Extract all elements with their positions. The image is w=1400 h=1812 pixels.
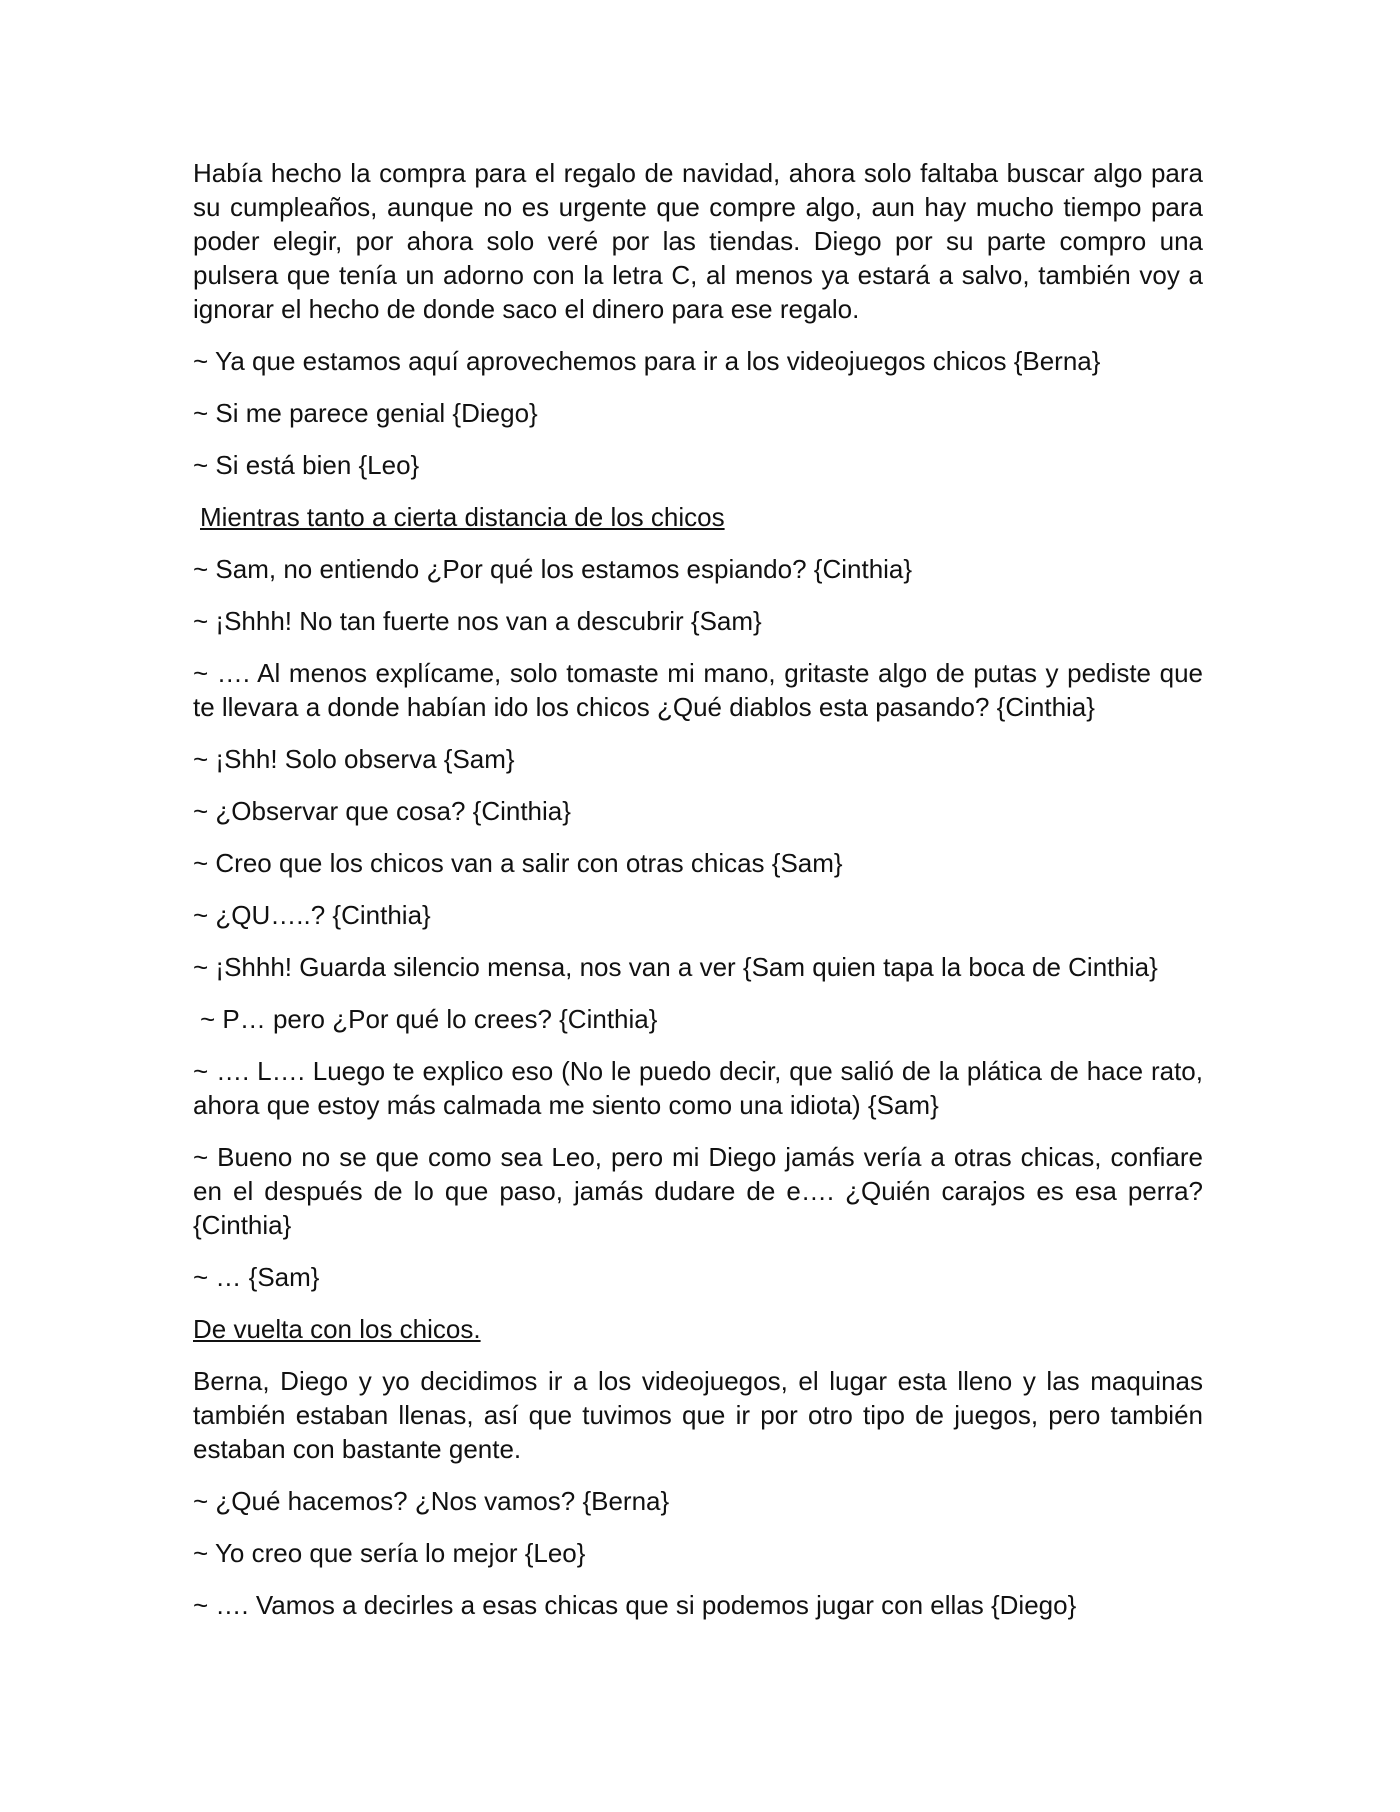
dialogue-line: ~ Si está bien {Leo} [193,450,420,480]
dialogue-line: ~ Yo creo que sería lo mejor {Leo} [193,1538,586,1568]
dialogue-line: ~ ¡Shhh! Guarda silencio mensa, nos van a ver {Sam quien tapa la boca de Cinthia} [193,952,1158,982]
dialogue-line: ~ Ya que estamos aquí aprovechemos para ir a los videojuegos chicos {Berna} [193,346,1101,376]
dialogue-line: ~ Si me parece genial {Diego} [193,398,538,428]
scene-heading: Mientras tanto a cierta distancia de los chicos [200,502,725,532]
scene-heading: De vuelta con los chicos. [193,1314,481,1344]
dialogue-line: ~ Bueno no se que como sea Leo, pero mi Diego jamás vería a otras chicas, confiare en el después de lo que paso, jamás dudare de e…. ¿Quién carajos es esa perra? {Cinthia} [193,1142,1203,1240]
narrative-paragraph: Había hecho la compra para el regalo de navidad, ahora solo faltaba buscar algo para su cumpleaños, aunque no es urgente que compre algo, aun hay mucho tiempo para poder elegir, por ahora solo veré por las tiendas. Diego por su parte compro una pulsera que tenía un adorno con la letra C, al menos ya estará a salvo, también voy a ignorar el hecho de donde saco el dinero para ese regalo. [193,158,1203,324]
dialogue-line: ~ ¿QU…..? {Cinthia} [193,900,431,930]
dialogue-line: ~ …. L…. Luego te explico eso (No le puedo decir, que salió de la plática de hace rato, ahora que estoy más calmada me siento como una idiota) {Sam} [193,1056,1203,1120]
narrative-paragraph: Berna, Diego y yo decidimos ir a los videojuegos, el lugar esta lleno y las maquinas también estaban llenas, así que tuvimos que ir por otro tipo de juegos, pero también estaban con bastante gente. [193,1366,1203,1464]
dialogue-line: ~ …. Vamos a decirles a esas chicas que si podemos jugar con ellas {Diego} [193,1590,1077,1620]
dialogue-line: ~ ¡Shhh! No tan fuerte nos van a descubrir {Sam} [193,606,762,636]
dialogue-line: ~ Sam, no entiendo ¿Por qué los estamos espiando? {Cinthia} [193,554,913,584]
dialogue-line: ~ … {Sam} [193,1262,320,1292]
dialogue-line: ~ P… pero ¿Por qué lo crees? {Cinthia} [200,1004,658,1034]
dialogue-line: ~ …. Al menos explícame, solo tomaste mi mano, gritaste algo de putas y pediste que te llevara a donde habían ido los chicos ¿Qué diablos esta pasando? {Cinthia} [193,658,1203,722]
dialogue-line: ~ ¿Qué hacemos? ¿Nos vamos? {Berna} [193,1486,670,1516]
dialogue-line: ~ ¿Observar que cosa? {Cinthia} [193,796,571,826]
dialogue-line: ~ ¡Shh! Solo observa {Sam} [193,744,515,774]
document-page [193,156,1203,1640]
dialogue-line: ~ Creo que los chicos van a salir con otras chicas {Sam} [193,848,843,878]
